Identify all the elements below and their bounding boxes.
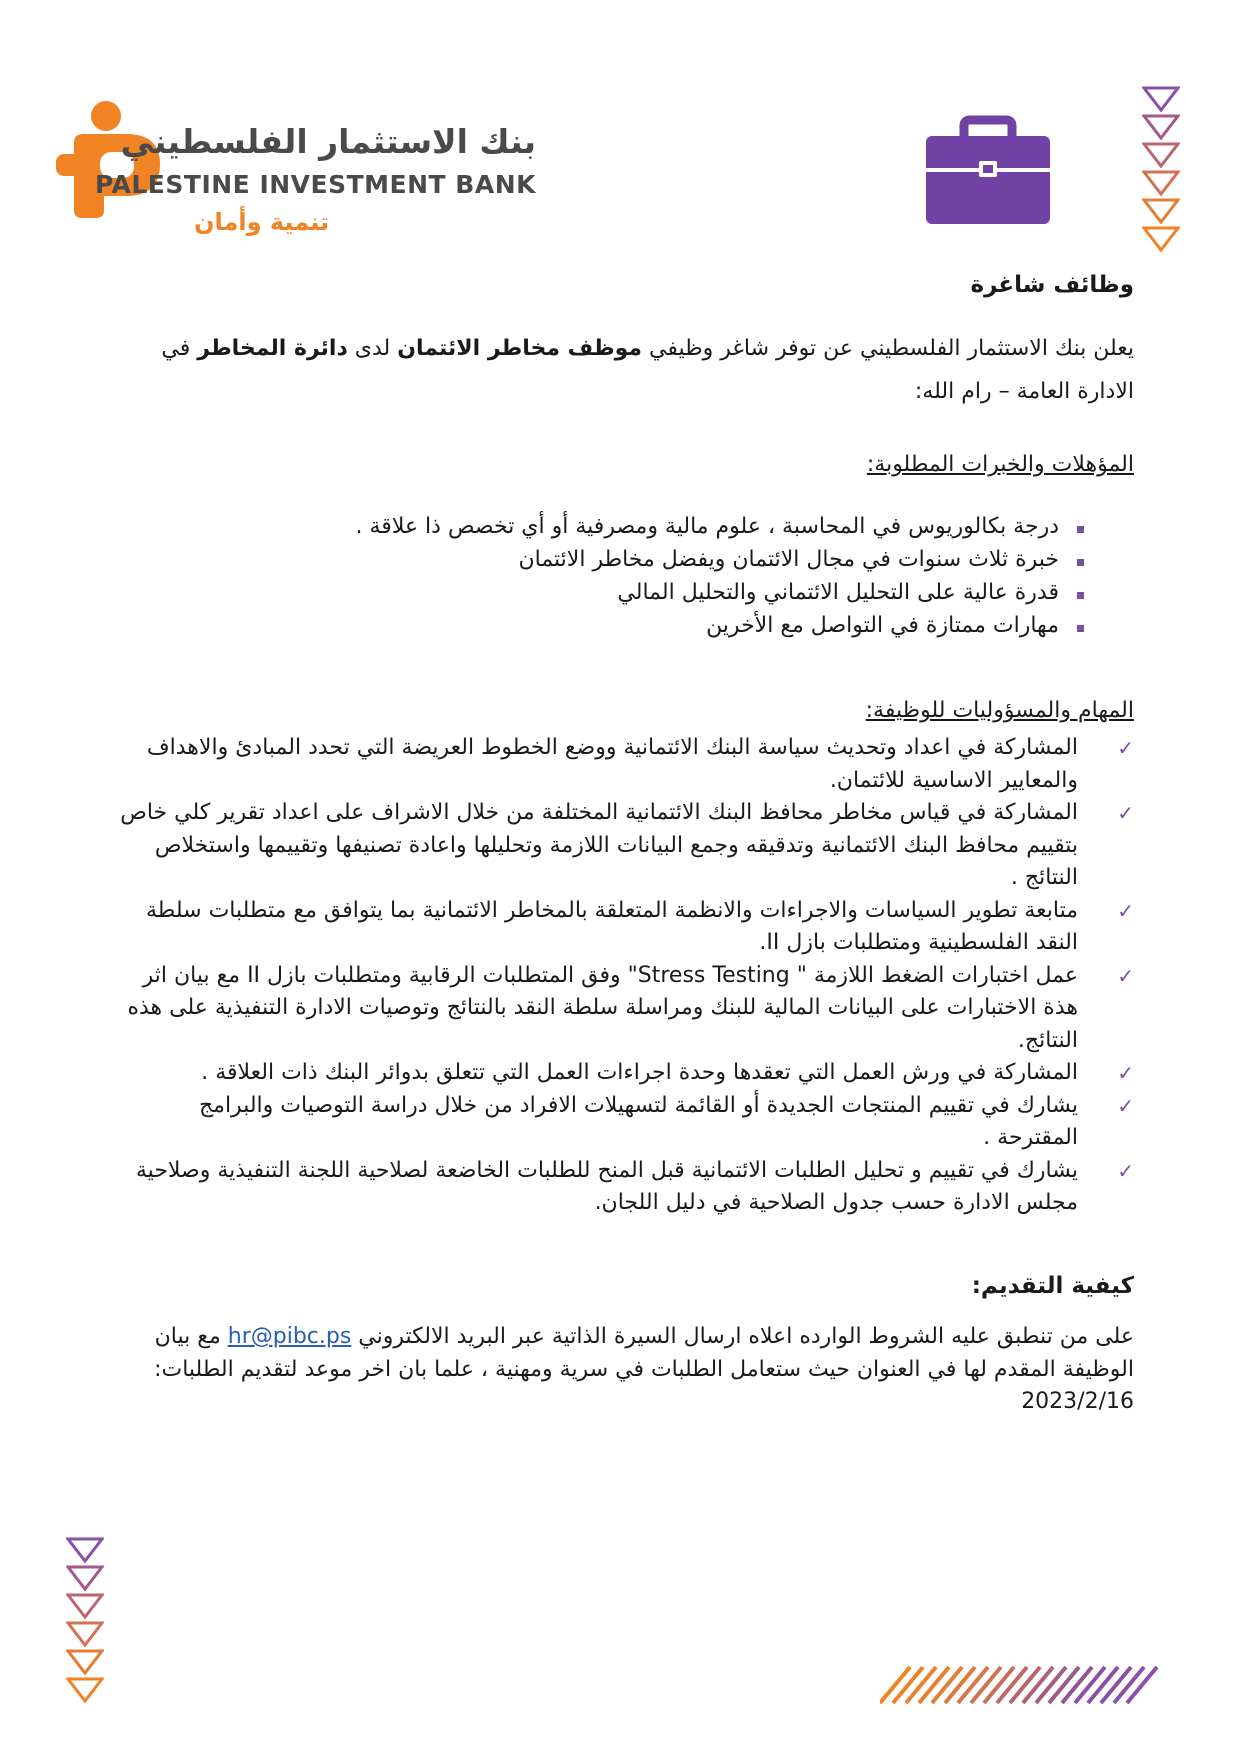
list-item: قدرة عالية على التحليل الائتماني والتحليل المالي [112,576,1134,609]
apply-paragraph [112,1321,1134,1419]
application-deadline: 2023/2/16 [1021,1389,1134,1414]
job-location: الادارة العامة – رام الله: [914,379,1134,404]
checkmark-icon: ✓ [1117,963,1134,988]
tasks-heading: المهام والمسؤوليات للوظيفة: [865,698,1134,723]
checkmark-icon: ✓ [1117,736,1134,760]
intro-text: يعلن بنك الاستثمار الفلسطيني عن توفر شاغر وظيفي [649,336,1134,361]
square-bullet-icon [1077,592,1084,599]
list-item: ✓ المشاركة في اعداد وتحديث سياسة البنك الائتمانية ووضع الخطوط العريضة التي تحدد المبادئ والاهداف والمعايير الاساسية للائتمان. [112,732,1134,797]
bank-tagline: تنمية وأمان [194,208,330,236]
checkmark-icon: ✓ [1117,898,1134,923]
apply-text: على من تنطبق عليه الشروط الوارده اعلاه ارسال السيرة الذاتية عبر البريد الالكتروني [358,1324,1134,1349]
bank-logo [56,100,536,250]
list-item: ✓ يشارك في تقييم و تحليل الطلبات الائتمانية قبل المنح للطلبات الخاضعة لصلاحية اللجنة التنفيذية وصلاحية مجلس الادارة حسب جدول الصلاحية في دليل اللجان. [112,1155,1134,1220]
qualifications-heading: المؤهلات والخبرات المطلوبة: [866,452,1134,477]
triangle-pattern-icon [66,1535,104,1707]
email-link[interactable]: hr@pibc.ps [227,1324,352,1349]
bank-name-arabic: بنك الاستثمار الفلسطيني [120,122,536,161]
apply-heading: كيفية التقديم: [971,1273,1134,1299]
square-bullet-icon [1077,559,1084,566]
apply-text: مع بيان الوظيفة المقدم لها في العنوان حيث ستعامل الطلبات في سرية ومهنية ، علما بان اخر موعد لتقديم الطلبات: [154,1324,1134,1382]
intro-paragraph [112,327,1134,413]
department-name: دائرة المخاطر [197,336,348,361]
bank-name-english: PALESTINE INVESTMENT BANK [95,170,536,199]
intro-text: لدى [354,336,391,361]
tasks-list [112,732,1134,1220]
checkmark-icon: ✓ [1117,1093,1134,1118]
list-item: ✓ عمل اختبارات الضغط اللازمة " Stress Testing" وفق المتطلبات الرقابية ومتطلبات بازل II مع بيان اثر هذة الاختبارات على البيانات المالية للبنك ومراسلة سلطة النقد بالنتائج وتوصيات الادارة التنفيذية على هذه النتائج. [112,960,1134,1058]
list-item: ✓ متابعة تطوير السياسات والاجراءات والانظمة المتعلقة بالمخاطر الائتمانية بما يتوافق مع متطلبات سلطة النقد الفلسطينية ومتطلبات بازل II. [112,895,1134,960]
triangle-pattern-icon [1142,84,1180,256]
checkmark-icon: ✓ [1117,801,1134,825]
checkmark-icon: ✓ [1117,1158,1134,1183]
square-bullet-icon [1077,625,1084,632]
position-title: موظف مخاطر الائتمان [397,336,642,361]
list-item: ✓ المشاركة في ورش العمل التي تعقدها وحدة اجراءات العمل التي تتعلق بدوائر البنك ذات العلاقة . [112,1057,1134,1090]
list-item: خبرة ثلاث سنوات في مجال الائتمان ويفضل مخاطر الائتمان [112,543,1134,576]
list-item: مهارات ممتازة في التواصل مع الأخرين [112,609,1134,642]
page-title: وظائف شاغرة [970,272,1134,298]
stripe-pattern-icon [880,1665,1180,1705]
list-item: درجة بكالوريوس في المحاسبة ، علوم مالية ومصرفية أو أي تخصص ذا علاقة . [112,510,1134,543]
square-bullet-icon [1077,526,1084,533]
list-item: ✓ المشاركة في قياس مخاطر محافظ البنك الائتمانية المختلفة من خلال الاشراف على اعداد تقرير كلي خاص بتقييم محافظ البنك الائتمانية وتدقيقه وجمع البيانات اللازمة وتحليلها واعادة تصنيفها وتقييمها واستخلاص النتائج . [112,797,1134,895]
intro-text: في [161,336,191,361]
briefcase-icon [924,114,1052,226]
qualifications-list [112,510,1134,642]
checkmark-icon: ✓ [1117,1061,1134,1085]
list-item: ✓ يشارك في تقييم المنتجات الجديدة أو القائمة لتسهيلات الافراد من خلال دراسة التوصيات والبرامج المقترحة . [112,1090,1134,1155]
